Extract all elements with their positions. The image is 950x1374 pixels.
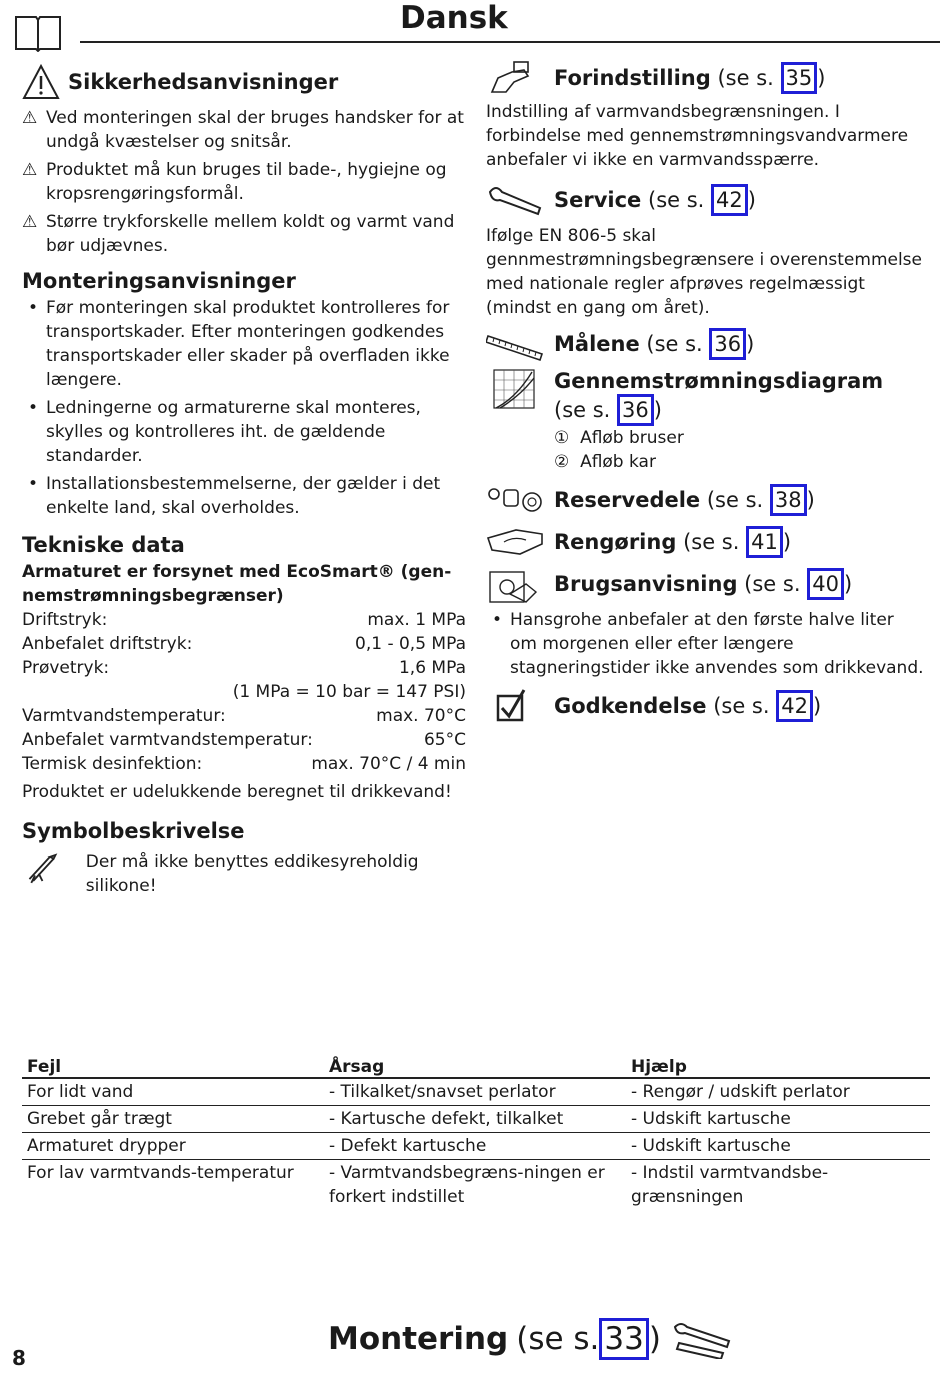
mounting-note-item: • Ledningerne og armaturerne skal monteres, skylles og kontrolleres iht. de gældende standarder. [28,398,421,466]
checkbox-checked-icon [486,688,546,724]
warning-small-icon: ⚠ [22,212,38,232]
warning-small-icon: ⚠ [22,160,38,180]
presetting-text: Indstilling af varmvandsbegrænsningen. I forbindelse med gennemstrømningsvandvarmere anbefaler vi ikke en varmvandsspærre. [486,102,909,170]
spare-parts-heading: Reservedele (se s. 38 ) [486,480,926,520]
cleaning-hand-icon [486,524,546,560]
technical-title: Tekniske data [22,533,185,557]
page-ref-link[interactable]: 42 [711,184,748,216]
silicone-text: Der må ikke benyttes eddikesyreholdig silikone! [85,852,419,896]
table-row: For lav varmtvands-temperatur - Varmtvandsbegræns-ningen er forkert indstillet - Indstil varmtvandsbe-grænsningen [27,1163,829,1207]
technical-note: Produktet er udelukkende beregnet til drikkevand! [22,782,452,802]
right-column [486,60,926,726]
dimensions-heading: Målene (se s. 36 ) [486,324,926,364]
title-divider [80,41,940,43]
spare-parts-icon [486,482,546,518]
flow-diagram-icon [486,368,546,412]
table-row: For lidt vand - Tilkalket/snavset perlator - Rengør / udskift perlator [22,1078,930,1106]
silicone-gun-icon [22,850,78,886]
page-ref-link[interactable]: 40 [807,568,844,600]
safety-item: ⚠ Ved monteringen skal der bruges handsker for at undgå kvæstelser og snitsår. [22,108,464,152]
safety-title: Sikkerhedsanvisninger [68,70,339,94]
usage-heading: Brugsanvisning (se s. 40 ) [486,564,926,604]
safety-heading [22,62,466,102]
fault-table [22,1057,930,1210]
page-ref-link[interactable]: 36 [617,394,654,426]
column-header: Årsag [324,1057,626,1078]
left-column [22,62,466,898]
technical-row: Varmtvandstemperatur: max. 70°C [22,706,466,726]
mounting-note-item: • Før monteringen skal produktet kontrolleres for transportskader. Efter monteringen godkendes transportskader eller skader på overfladen ikke længere. [28,298,450,390]
mounting-footer-heading: Montering (se s. 33 ) [328,1318,733,1360]
approval-heading: Godkendelse (se s. 42 ) [486,686,926,726]
hand-lever-icon [486,564,546,604]
symbol-silicone [22,850,466,898]
page-number: 8 [12,1346,26,1370]
table-header-row [22,1057,930,1078]
service-text: Ifølge EN 806-5 skal gennmestrømningsbegrænsere i overenstemmelse med nationale regler afprøves regelmæssigt (mindst en gang om året). [486,226,922,318]
safety-item: ⚠ Produktet må kun bruges til bade-, hygiejne og kropsrengøringsformål. [22,160,447,204]
technical-row: Termisk desinfektion: max. 70°C / 4 min [22,754,466,774]
book-icon [14,14,62,52]
tools-icon [673,1319,733,1359]
warning-small-icon: ⚠ [22,108,38,128]
page-ref-link[interactable]: 42 [776,690,813,722]
column-header: Fejl [22,1057,324,1078]
flow-legend-item: ① Afløb bruser [554,428,684,448]
cleaning-heading: Rengøring (se s. 41 ) [486,522,926,562]
hand-adjust-icon [486,60,546,96]
wrench-icon [486,182,546,218]
service-heading: Service (se s. 42 ) [486,180,926,220]
mounting-note-item: • Installationsbestemmelserne, der gælder i det enkelte land, skal overholdes. [28,474,441,518]
table-row: Armaturet drypper - Defekt kartusche - Udskift kartusche [22,1133,930,1160]
page-title: Dansk [400,0,508,36]
fault-table-wrap [22,1057,930,1210]
technical-table [22,608,466,776]
warning-icon [22,64,60,100]
technical-row: Anbefalet varmtvandstemperatur: 65°C [22,730,466,750]
page-ref-link[interactable]: 41 [746,526,783,558]
page-ref-link[interactable]: 36 [709,328,746,360]
technical-subtitle: Armaturet er forsynet med EcoSmart® (gen-nemstrømningsbegrænser) [22,562,452,606]
usage-note: • Hansgrohe anbefaler at den første halve liter om morgenen eller efter længere stagneringstider ikke anvendes som drikkevand. [492,610,924,678]
technical-row: Anbefalet driftstryk: 0,1 - 0,5 MPa [22,634,466,654]
mounting-notes-title: Monteringsanvisninger [22,269,296,293]
safety-item: ⚠ Større trykforskelle mellem koldt og varmt vand bør udjævnes. [22,212,455,256]
page-ref-link[interactable]: 35 [781,62,818,94]
symbols-title: Symbolbeskrivelse [22,819,245,843]
table-row: Grebet går trægt - Kartusche defekt, tilkalket - Udskift kartusche [22,1106,930,1133]
ruler-icon [486,326,546,362]
flow-heading: Gennemstrømningsdiagram (se s. 36 ) ① Afløb bruser ② Afløb kar [486,368,926,474]
flow-legend-item: ② Afløb kar [554,452,656,472]
technical-row: (1 MPa = 10 bar = 147 PSI) [232,682,466,702]
column-header: Hjælp [626,1057,930,1078]
page-ref-link[interactable]: 38 [770,484,807,516]
technical-row: Driftstryk: max. 1 MPa [22,610,466,630]
technical-row: Prøvetryk: 1,6 MPa [22,658,466,678]
page-ref-link[interactable]: 33 [599,1318,648,1360]
presetting-heading: Forindstilling (se s. 35 ) [486,60,926,96]
